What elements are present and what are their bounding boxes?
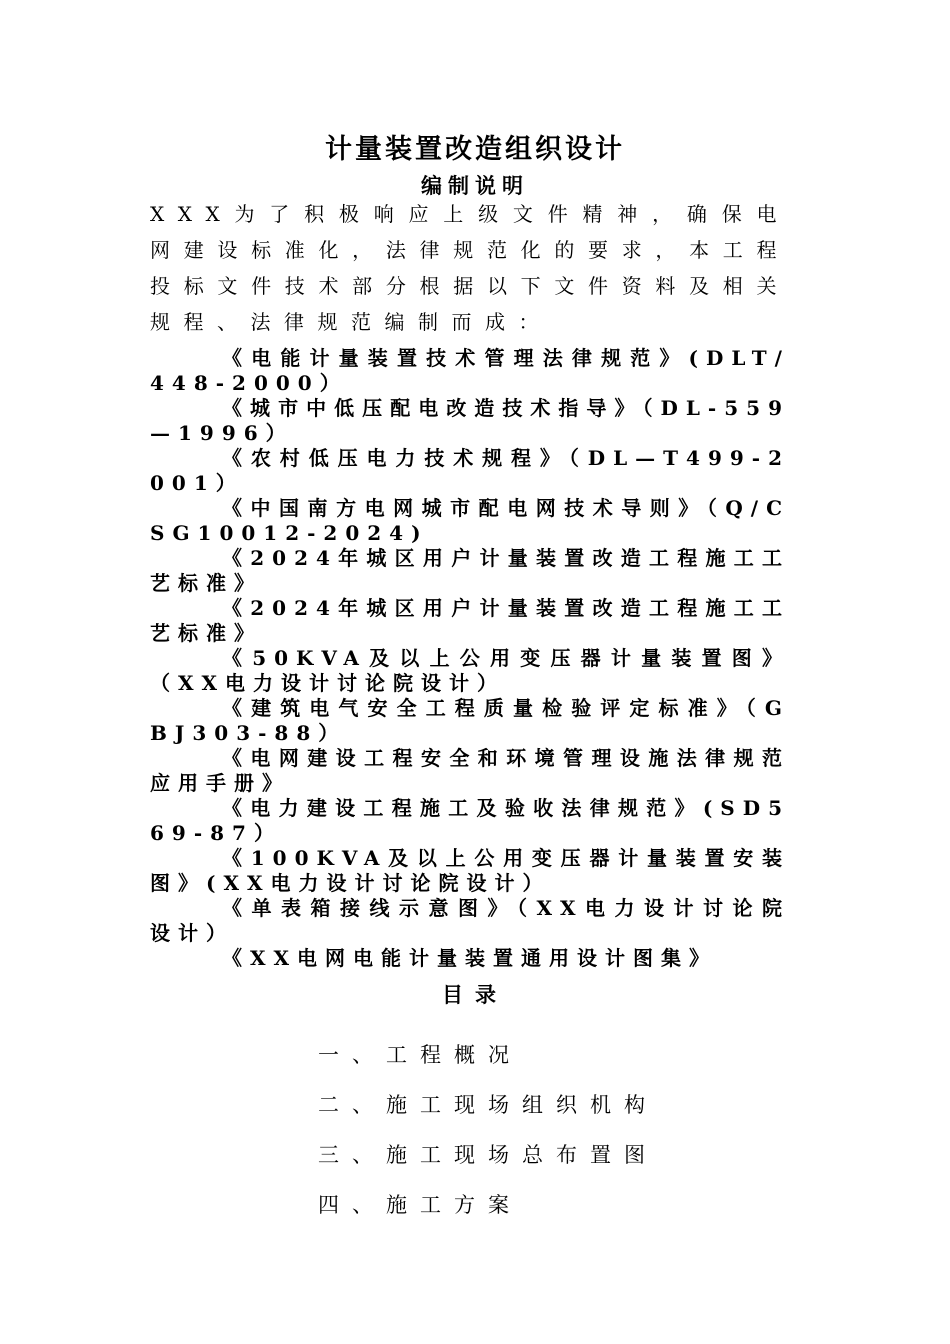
toc-item[interactable]: 一、工程概况 [318,1043,522,1067]
reference-item: 《电能计量装置技术管理法律规范》(DLT/448-2000） [150,346,790,395]
reference-list [150,346,790,971]
reference-item: 《建筑电气安全工程质量检验评定标准》（GBJ303-88） [150,696,790,745]
reference-item: 《城市中低压配电改造技术指导》（DL-559—1996） [150,396,790,445]
reference-item: 《单表箱接线示意图》（XX电力设计讨论院设计） [150,896,790,945]
document-subtitle: 编制说明 [421,173,529,198]
intro-paragraph: XXX为了积极响应上级文件精神，确保电网建设标准化，法律规范化的要求，本工程投标文件技术部分根据以下文件资料及相关规程、法律规范编制而成： [150,202,790,334]
toc-item[interactable]: 三、施工现场总布置图 [318,1143,658,1167]
reference-item: 《XX电网电能计量装置通用设计图集》 [222,946,718,970]
reference-item: 《电网建设工程安全和环境管理设施法律规范应用手册》 [150,746,790,795]
reference-item: 《农村低压电力技术规程》（DL—T499-2001） [150,446,790,495]
reference-item: 《100KVA及以上公用变压器计量装置安装图》(XX电力设计讨论院设计） [150,846,790,895]
table-of-contents [318,1030,658,1230]
reference-item: 《中国南方电网城市配电网技术导则》（Q/CSG10012-2024) [150,496,790,545]
reference-item: 《2024年城区用户计量装置改造工程施工工艺标准》 [150,596,790,645]
reference-item: 《2024年城区用户计量装置改造工程施工工艺标准》 [150,546,790,595]
toc-item[interactable]: 二、施工现场组织机构 [318,1093,658,1117]
reference-item: 《50KVA及以上公用变压器计量装置图》（XX电力设计讨论院设计） [150,646,790,695]
toc-item[interactable]: 四、施工方案 [318,1193,522,1217]
toc-title: 目录 [442,982,508,1007]
document-title: 计量装置改造组织设计 [325,134,625,165]
reference-item: 《电力建设工程施工及验收法律规范》(SD569-87） [150,796,790,845]
